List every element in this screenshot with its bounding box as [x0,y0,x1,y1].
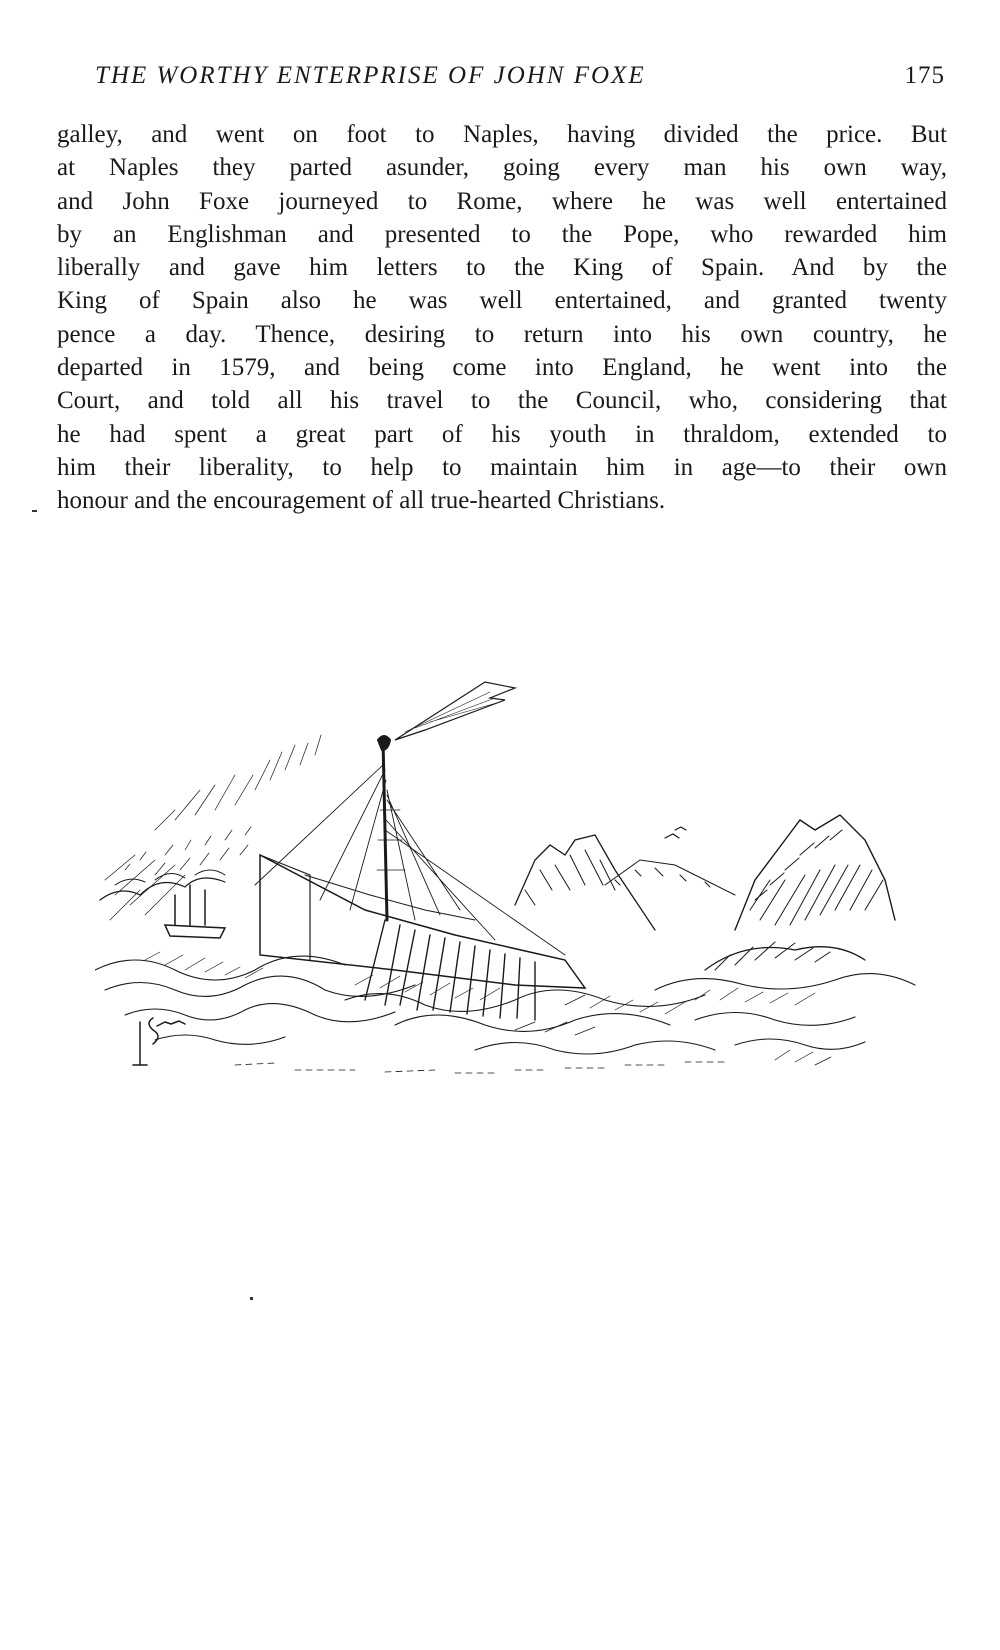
text-line: King of Spain also he was well entertained, and granted twenty [57,287,947,315]
artist-signature [133,1018,185,1065]
text-line: and John Foxe journeyed to Rome, where he was well entertained [57,187,947,215]
body-text [57,118,947,518]
text-line: pence a day. Thence, desiring to return into his own country, he [57,320,947,348]
text-line: liberally and gave him letters to the King of Spain. And by the [57,254,947,282]
distant-ship [165,885,225,938]
margin-mark [32,510,37,512]
text-line: at Naples they parted asunder, going every man his own way, [57,154,947,182]
storm-clouds [100,735,321,920]
pennant [395,682,515,740]
text-line: Court, and told all his travel to the Council, who, considering that [57,387,947,415]
running-title: THE WORTHY ENTERPRISE OF JOHN FOXE [95,62,646,89]
text-line: him their liberality, to help to maintain him in age—to their own [57,453,947,481]
running-head [95,62,945,96]
rigging [255,765,565,955]
text-line: galley, and went on foot to Naples, having divided the price. But [57,121,947,148]
text-line: honour and the encouragement of all true-hearted Christians. [57,487,666,515]
stormy-waves [95,956,915,1054]
text-line: by an Englishman and presented to the Pope, who rewarded him [57,220,947,248]
birds [665,827,686,838]
text-line: he had spent a great part of his youth in thraldom, extended to [57,420,947,448]
rocky-cliffs [515,815,895,970]
stray-mark [250,1297,253,1300]
galley-illustration [95,670,940,1150]
galley-engraving [95,670,940,1150]
text-line: departed in 1579, and being come into England, he went into the [57,354,947,382]
page-number: 175 [904,62,945,89]
